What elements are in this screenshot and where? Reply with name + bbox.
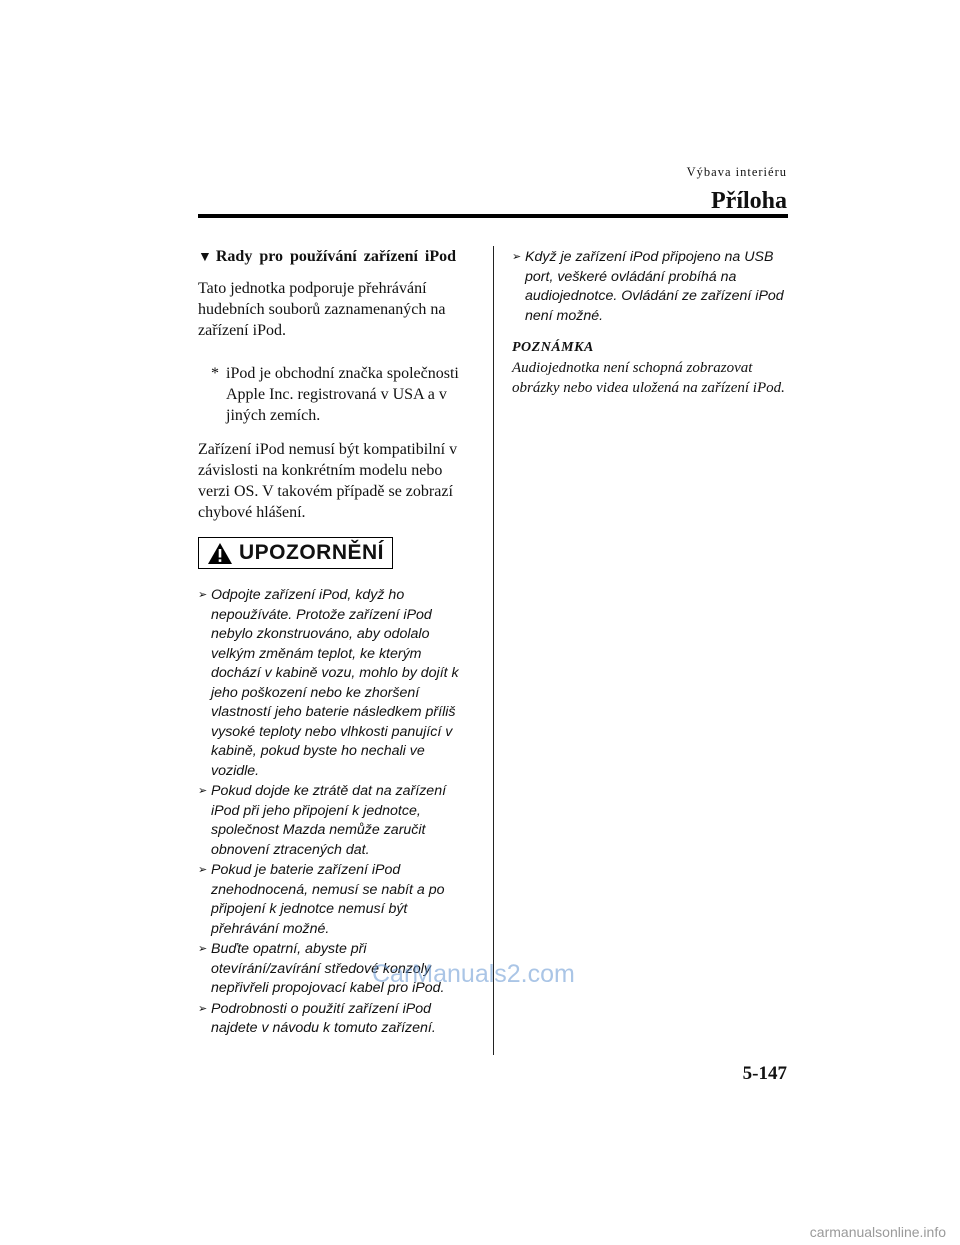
footnote-mark: * bbox=[211, 365, 219, 382]
arrowhead-right-icon: ➢ bbox=[198, 785, 208, 797]
caution-box bbox=[198, 537, 393, 569]
note-text: Audiojednotka není schopná zobrazovat obrázky nebo videa uložená na zařízení iPod. bbox=[512, 360, 785, 396]
arrowhead-right-icon: ➢ bbox=[198, 1002, 208, 1015]
caution-item: ➢ Podrobnosti o použití zařízení iPod najdete v návodu k tomuto zařízení. bbox=[198, 1000, 436, 1036]
page-header bbox=[687, 165, 787, 215]
arrowhead-right-icon: ➢ bbox=[198, 589, 208, 601]
page-number: 5-147 bbox=[742, 1063, 787, 1084]
left-column bbox=[198, 248, 468, 1040]
watermark-logo: CarManuals2.com bbox=[372, 960, 575, 988]
header-rule bbox=[198, 214, 788, 218]
triangle-down-icon: ▼ bbox=[198, 250, 212, 265]
caution-item: ➢ Odpojte zařízení iPod, když ho nepoužíváte. Protože zařízení iPod nebylo zkonstruováno, aby odolalo velkým změnám teplot, ke kterým dochází v kabině vozu, mohlo by dojít k jeho poškození nebo ke zhoršení vlastností jeho baterie následkem příliš vysoké teploty nebo vlhkosti panující v kabině, pokud byste ho nechali ve vozidle. bbox=[198, 587, 459, 779]
caution-item: ➢ Pokud je baterie zařízení iPod znehodnocená, nemusí se nabít a po připojení k jednotce nemusí být přehrávání možné. bbox=[198, 862, 445, 937]
intro-paragraph: Tato jednotka podporuje přehrávání hudebních souborů zaznamenaných na zařízení iPod. bbox=[198, 280, 446, 339]
caution-item: ➢ Buďte opatrní, abyste při otevírání/zavírání středové konzoly nepřivřeli propojovací kabel pro iPod. bbox=[198, 941, 445, 996]
warning-triangle-icon bbox=[207, 542, 233, 565]
arrowhead-right-icon: ➢ bbox=[512, 251, 522, 263]
caution-list-continued bbox=[512, 248, 802, 326]
trademark-footnote bbox=[198, 363, 468, 426]
section-heading-text: Rady pro používání zařízení iPod bbox=[215, 248, 457, 265]
right-column bbox=[512, 248, 802, 398]
section-heading bbox=[198, 248, 468, 266]
column-divider bbox=[493, 246, 494, 1055]
caution-item: ➢ Když je zařízení iPod připojeno na USB port, veškeré ovládání probíhá na audiojednotce. Ovládání ze zařízení iPod není možné. bbox=[512, 249, 784, 324]
arrowhead-right-icon: ➢ bbox=[198, 943, 208, 955]
note-title: POZNÁMKA bbox=[512, 340, 594, 355]
compatibility-paragraph: Zařízení iPod nemusí být kompatibilní v závislosti na konkrétním modelu nebo verzi OS. V takovém případě se zobrazí chybové hlášení. bbox=[198, 441, 458, 521]
header-subsection: Výbava interiéru bbox=[686, 165, 787, 179]
footer-watermark: carmanualsonline.info bbox=[809, 1224, 946, 1240]
caution-title: UPOZORNĚNÍ bbox=[239, 541, 385, 564]
header-section-title: Příloha bbox=[711, 188, 787, 214]
arrowhead-right-icon: ➢ bbox=[198, 864, 208, 876]
footnote-text: iPod je obchodní značka společnosti Apple Inc. registrovaná v USA a v jiných zemích. bbox=[226, 365, 459, 424]
caution-item: ➢ Pokud dojde ke ztrátě dat na zařízení iPod při jeho připojení k jednotce, společnost Mazda nemůže zaručit obnovení ztracených dat. bbox=[198, 783, 447, 858]
